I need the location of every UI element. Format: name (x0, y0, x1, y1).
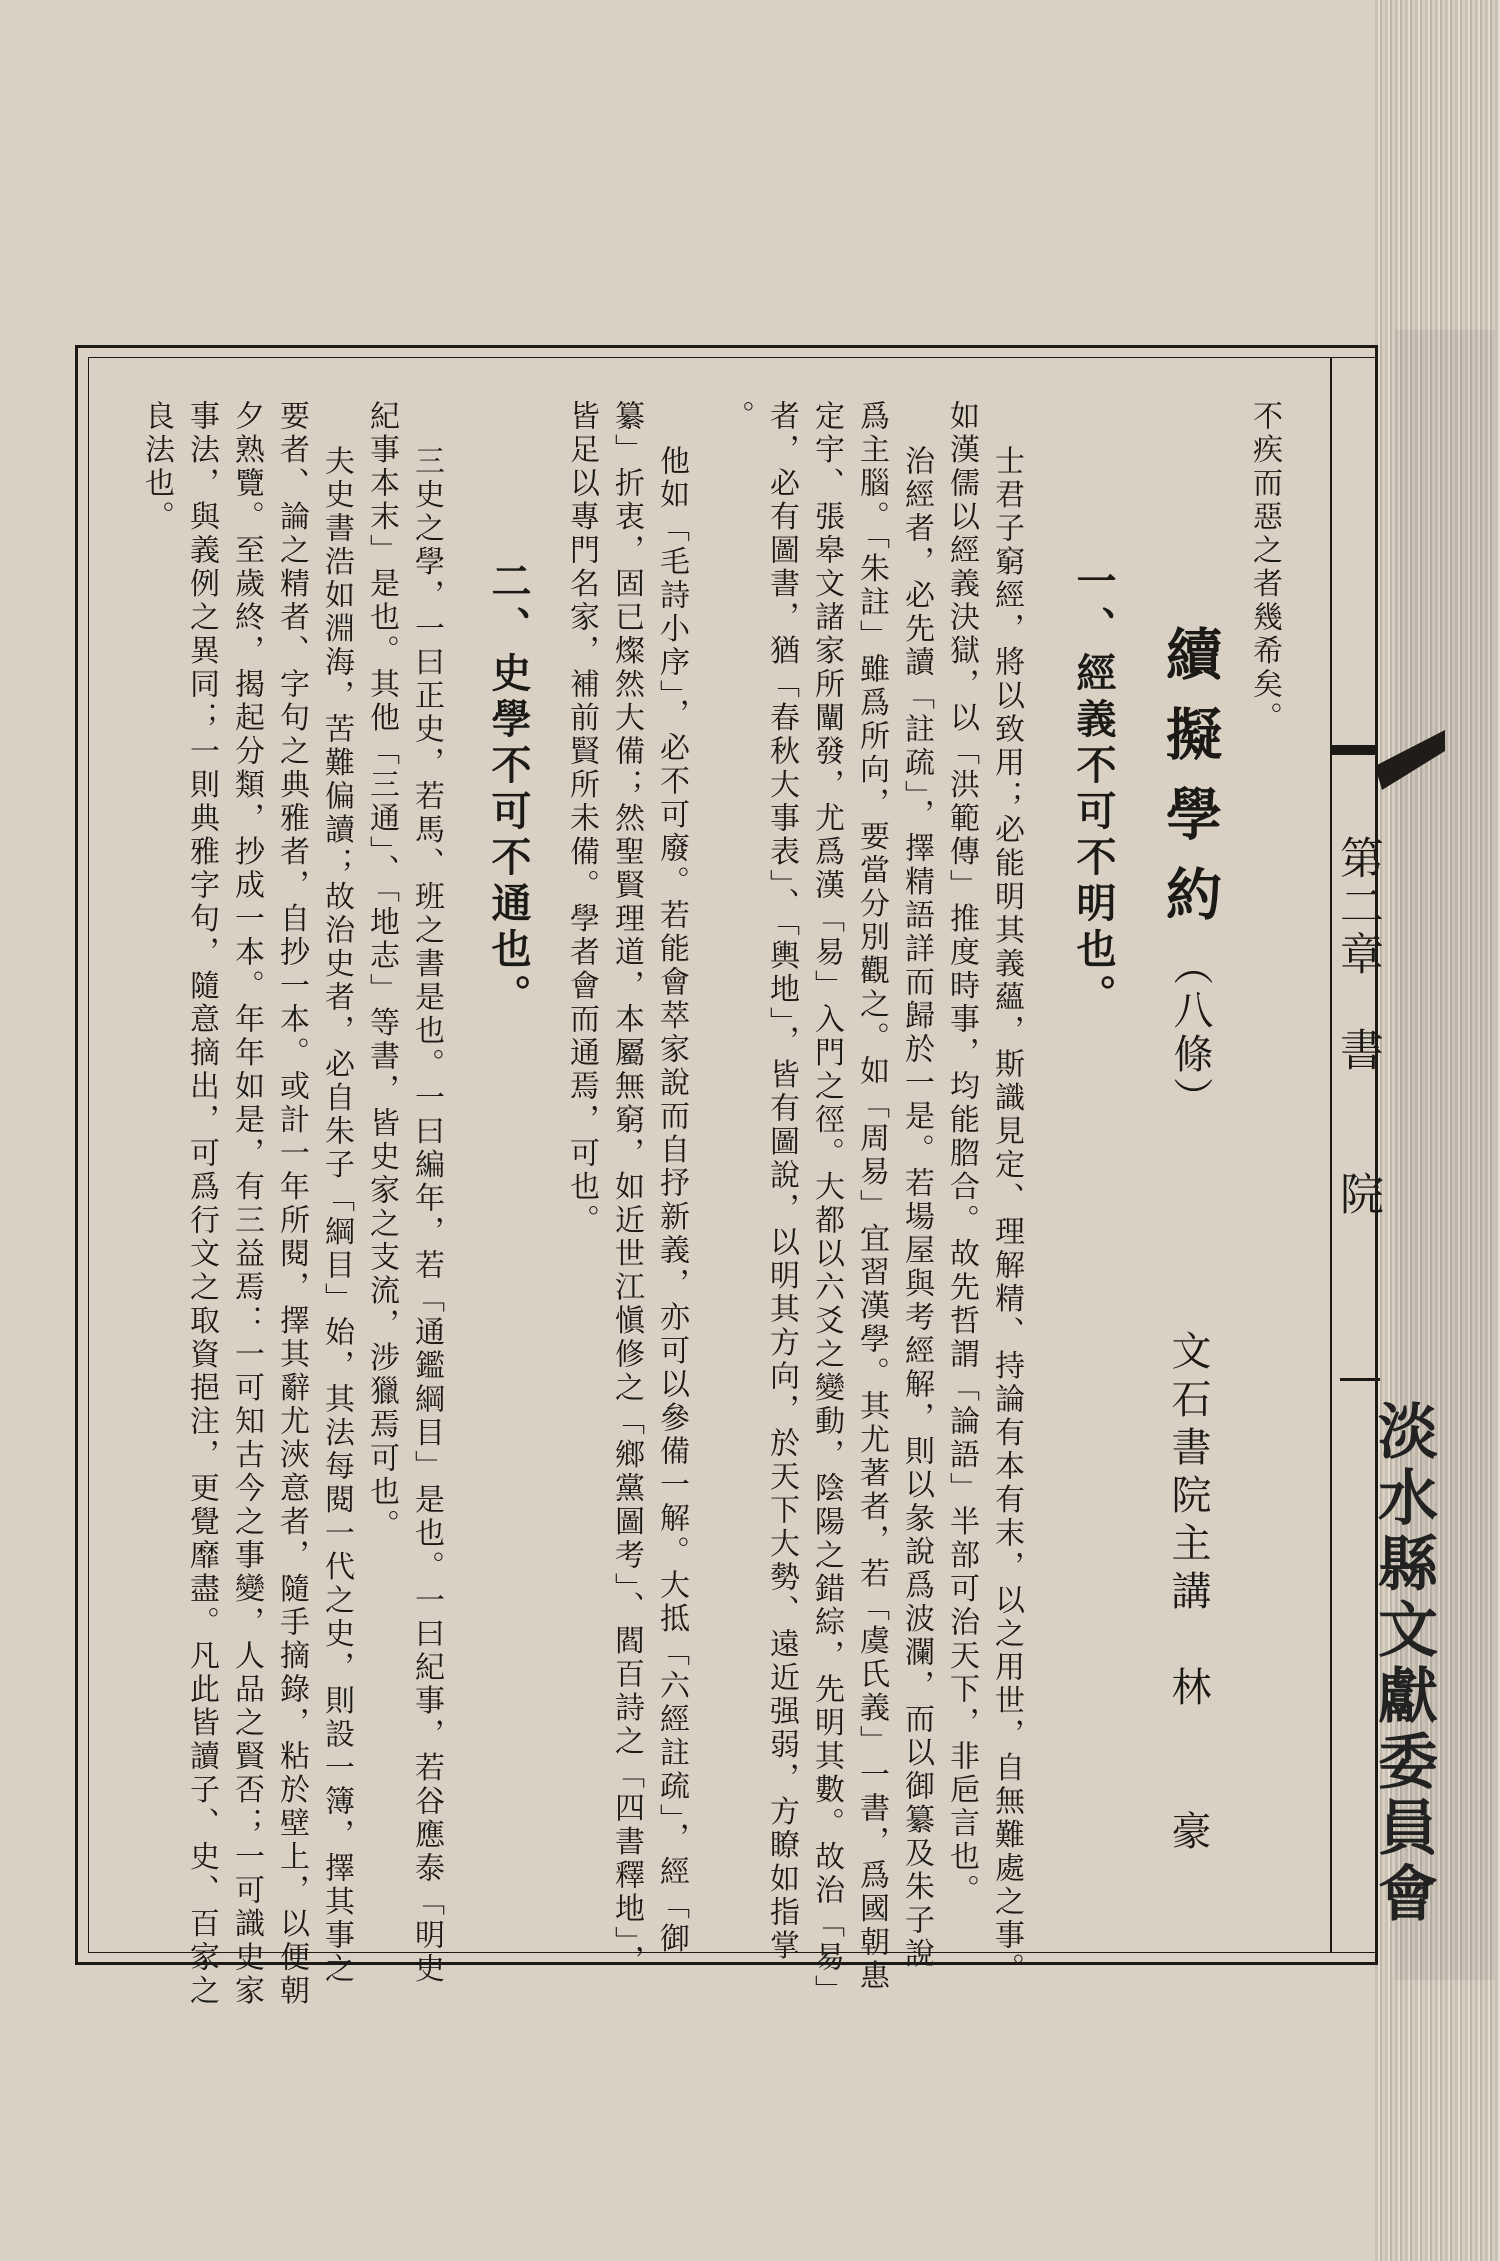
text-column: 皆足以專門名家，補前賢所未備。學者會而通焉，可也。 (564, 400, 599, 1238)
side-title-text: 淡水縣文獻委員會 (1368, 1400, 1438, 1928)
article-title-note: （八條） (1167, 945, 1213, 1121)
text-column: 。 (719, 400, 754, 434)
prev-section-ending: 不疾而惡之者幾希矣。 (1247, 400, 1282, 735)
article-title (1150, 625, 1230, 1121)
text-column: 良法也。 (139, 400, 174, 534)
text-column: 要者、論之精者、字句之典雅者，自抄一本。或計一年所閱，擇其辭尤浹意者，隨手摘錄，粘於壁上，以便朝 (274, 400, 309, 2008)
article-title-main: 續擬學約 (1157, 625, 1223, 945)
text-column: 定宇、張皋文諸家所闡發，尤爲漢「易」入門之徑。大都以六爻之變動，陰陽之錯綜，先明其數。故治「易」 (809, 400, 844, 2008)
text-column: 他如「毛詩小序」，必不可廢。若能會萃家說而自抒新義，亦可以參備一解。大抵「六經註疏」，經「御 (654, 445, 689, 1956)
text-column: 事法，與義例之異同；一則典雅字句，隨意摘出，可爲行文之取資挹注，更覺靡盡。凡此皆讀子、史、百家之 (184, 400, 219, 2008)
section-heading-1: 一、經義不可不明也。 (1070, 560, 1116, 1020)
text-column: 三史之學，一曰正史，若馬、班之書是也。一曰編年，若「通鑑綱目」是也。一曰紀事，若谷應泰「明史 (409, 445, 444, 1986)
header-ornament-top (1330, 745, 1378, 755)
header-ornament-mid (1340, 1378, 1380, 1381)
text-column: 者，必有圖書，猶「春秋大事表」、「輿地」，皆有圖說，以明其方向，於天下大勢、遠近强弱，方瞭如指掌 (764, 400, 799, 1963)
text-column: 夕熟覽。至歲終，揭起分類，抄成一本。年年如是，有三益焉：一可知古今之事變，人品之賢否；一可識史家 (229, 400, 264, 2008)
text-column: 纂」折衷，固已燦然大備；然聖賢理道，本屬無窮，如近世江愼修之「鄉黨圖考」、閻百詩之「四書釋地」， (609, 400, 644, 1978)
text-column: 爲主腦。「朱註」雖爲所向，要當分別觀之。如「周易」宜習漢學。其尤著者，若「虞氏義」一書，爲國朝惠 (854, 400, 889, 1993)
text-column: 如漢儒以經義決獄，以「洪範傳」推度時事，均能脗合。故先哲謂「論語」半部可治天下，非巵言也。 (944, 400, 979, 1908)
chapter-heading: 第二章 書 院 (1332, 835, 1383, 1219)
text-column: 紀事本末」是也。其他「三通」、「地志」等書，皆史家之支流，涉獵焉可也。 (364, 400, 399, 1543)
text-column: 治經者，必先讀「註疏」，擇精語詳而歸於一是。若場屋與考經解，則以彖說爲波瀾，而以御纂及朱子說 (899, 445, 934, 1971)
article-author: 文石書院主講 林 豪 (1165, 1330, 1211, 1858)
text-column: 士君子窮經，將以致用；必能明其義蘊，斯識見定、理解精、持論有本有末，以之用世，自無難處之事。 (989, 445, 1024, 1986)
section-heading-2: 二、史學不可不通也。 (485, 560, 531, 1020)
text-column: 夫史書浩如淵海，苦難偏讀；故治史者，必自朱子「綱目」始，其法每閱一代之史，則設一簿，擇其事之 (319, 445, 354, 1986)
